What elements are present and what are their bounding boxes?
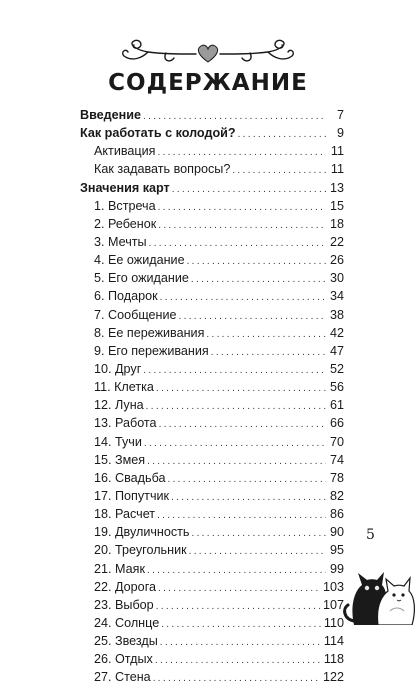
- dot-leader: [159, 416, 326, 434]
- toc-entry: [80, 287, 344, 305]
- toc-entry: [80, 396, 344, 414]
- toc-entry-page: 122: [322, 670, 344, 685]
- toc-entry: [80, 541, 344, 559]
- toc-entry-title: 11. Клетка: [94, 380, 154, 395]
- toc-entry: [80, 378, 344, 396]
- toc-entry-page: 11: [330, 144, 344, 159]
- toc-entry: [80, 596, 344, 614]
- toc-entry-title: 21. Маяк: [94, 561, 145, 576]
- toc-entry-title: 9. Его переживания: [94, 343, 209, 358]
- toc-entry-page: 18: [329, 216, 344, 231]
- dot-leader: [238, 126, 326, 144]
- dot-leader: [147, 453, 326, 471]
- dot-leader: [171, 489, 326, 507]
- toc-entry: [80, 342, 344, 360]
- toc-entry: [80, 215, 344, 233]
- dot-leader: [191, 271, 326, 289]
- toc-entry-page: 15: [329, 198, 344, 213]
- toc-entry: [80, 324, 344, 342]
- toc-entry-title: 7. Сообщение: [94, 307, 177, 322]
- toc-entry-title: 25. Звезды: [94, 634, 158, 649]
- toc-entry-title: Активация: [94, 144, 156, 159]
- toc-entry-page: 47: [329, 343, 344, 358]
- toc-entry-title: 26. Отдых: [94, 652, 153, 667]
- dot-leader: [211, 344, 326, 362]
- toc-entry-page: 26: [329, 253, 344, 268]
- toc-entry-title: Как задавать вопросы?: [94, 162, 231, 177]
- page-number: 5: [366, 527, 375, 543]
- toc-entry-page: 114: [323, 634, 344, 649]
- toc-entry-page: 22: [329, 234, 344, 249]
- toc-entry-page: 95: [329, 543, 344, 558]
- toc-entry-page: 86: [329, 507, 344, 522]
- toc-entry-title: 15. Змея: [94, 452, 146, 467]
- toc-entry-title: 10. Друг: [94, 361, 142, 376]
- toc-entry-title: 2. Ребенок: [94, 216, 157, 231]
- toc-entry-page: 118: [323, 652, 344, 667]
- toc-entry: [80, 306, 344, 324]
- toc-entry: [80, 269, 344, 287]
- toc-entry: [80, 523, 344, 541]
- toc-entry-page: 13: [329, 180, 344, 195]
- toc-entry-page: 42: [329, 325, 344, 340]
- toc-entry: [80, 160, 344, 178]
- toc-entry-page: 110: [323, 615, 344, 630]
- dot-leader: [155, 652, 322, 670]
- dot-leader: [156, 380, 326, 398]
- dot-leader: [187, 253, 326, 271]
- toc-entry-title: 5. Его ожидание: [94, 271, 189, 286]
- toc-entry-page: 34: [329, 289, 344, 304]
- toc-entry: [80, 360, 344, 378]
- toc-entry-title: 6. Подарок: [94, 289, 158, 304]
- table-of-contents: [80, 106, 344, 687]
- toc-entry-title: 14. Тучи: [94, 434, 142, 449]
- toc-entry-title: Как работать с колодой?: [80, 126, 236, 141]
- toc-entry-page: 30: [329, 271, 344, 286]
- toc-entry: [80, 124, 344, 142]
- dot-leader: [168, 471, 327, 489]
- toc-entry-page: 90: [329, 525, 344, 540]
- toc-entry: [80, 578, 344, 596]
- toc-entry: [80, 414, 344, 432]
- toc-entry: [80, 614, 344, 632]
- dot-leader: [189, 543, 326, 561]
- dot-leader: [146, 398, 326, 416]
- toc-entry: [80, 106, 344, 124]
- toc-entry-page: 52: [329, 361, 344, 376]
- toc-entry-title: 22. Дорога: [94, 579, 157, 594]
- toc-entry: [80, 487, 344, 505]
- toc-entry: [80, 668, 344, 686]
- toc-entry-page: 82: [329, 488, 344, 503]
- toc-entry: [80, 469, 344, 487]
- toc-entry: [80, 197, 344, 215]
- toc-entry-title: 16. Свадьба: [94, 470, 166, 485]
- dot-leader: [156, 598, 321, 616]
- toc-entry-title: 4. Ее ожидание: [94, 253, 185, 268]
- page-title: СОДЕРЖАНИЕ: [108, 70, 308, 96]
- toc-entry-page: 61: [329, 398, 344, 413]
- dot-leader: [144, 435, 326, 453]
- toc-entry-title: 19. Двуличность: [94, 525, 190, 540]
- toc-entry: [80, 632, 344, 650]
- toc-entry-page: 99: [329, 561, 344, 576]
- dot-leader: [153, 670, 321, 688]
- toc-entry: [80, 560, 344, 578]
- swirl-heart-ornament-icon: [118, 38, 298, 68]
- toc-entry: [80, 433, 344, 451]
- dot-leader: [143, 362, 326, 380]
- toc-entry-page: 103: [322, 579, 344, 594]
- toc-entry-title: 20. Треугольник: [94, 543, 187, 558]
- toc-entry-page: 38: [329, 307, 344, 322]
- two-cats-illustration-icon: [340, 545, 416, 625]
- toc-entry-title: 1. Встреча: [94, 198, 156, 213]
- toc-entry-page: 9: [336, 126, 344, 141]
- toc-entry-page: 56: [329, 380, 344, 395]
- toc-entry-title: 27. Стена: [94, 670, 151, 685]
- toc-entry-page: 7: [336, 108, 344, 122]
- toc-entry: [80, 179, 344, 197]
- toc-entry: [80, 650, 344, 668]
- dot-leader: [192, 525, 327, 543]
- toc-entry-page: 66: [329, 416, 344, 431]
- toc-entry-page: 11: [330, 162, 344, 177]
- toc-entry: [80, 251, 344, 269]
- toc-entry-title: 17. Попутчик: [94, 488, 170, 503]
- dot-leader: [147, 562, 326, 580]
- dot-leader: [232, 162, 326, 180]
- toc-entry-title: Введение: [80, 108, 142, 122]
- dot-leader: [160, 634, 322, 652]
- toc-entry-title: 12. Луна: [94, 398, 144, 413]
- toc-entry-page: 78: [329, 470, 344, 485]
- dot-leader: [160, 289, 326, 307]
- dot-leader: [158, 580, 321, 598]
- toc-entry-title: 18. Расчет: [94, 507, 156, 522]
- dot-leader: [206, 326, 326, 344]
- toc-entry-title: Значения карт: [80, 180, 170, 195]
- dot-leader: [161, 616, 322, 634]
- toc-entry-page: 74: [329, 452, 344, 467]
- toc-entry: [80, 505, 344, 523]
- toc-entry: [80, 142, 344, 160]
- toc-entry-page: 107: [322, 597, 344, 612]
- toc-entry: [80, 451, 344, 469]
- dot-leader: [172, 181, 326, 199]
- dot-leader: [158, 217, 326, 235]
- toc-entry: [80, 233, 344, 251]
- toc-entry-title: 3. Мечты: [94, 234, 147, 249]
- dot-leader: [158, 199, 326, 217]
- toc-entry-title: 24. Солнце: [94, 615, 160, 630]
- toc-entry-page: 70: [329, 434, 344, 449]
- toc-entry-title: 8. Ее переживания: [94, 325, 205, 340]
- toc-entry-title: 13. Работа: [94, 416, 157, 431]
- toc-entry-title: 23. Выбор: [94, 597, 154, 612]
